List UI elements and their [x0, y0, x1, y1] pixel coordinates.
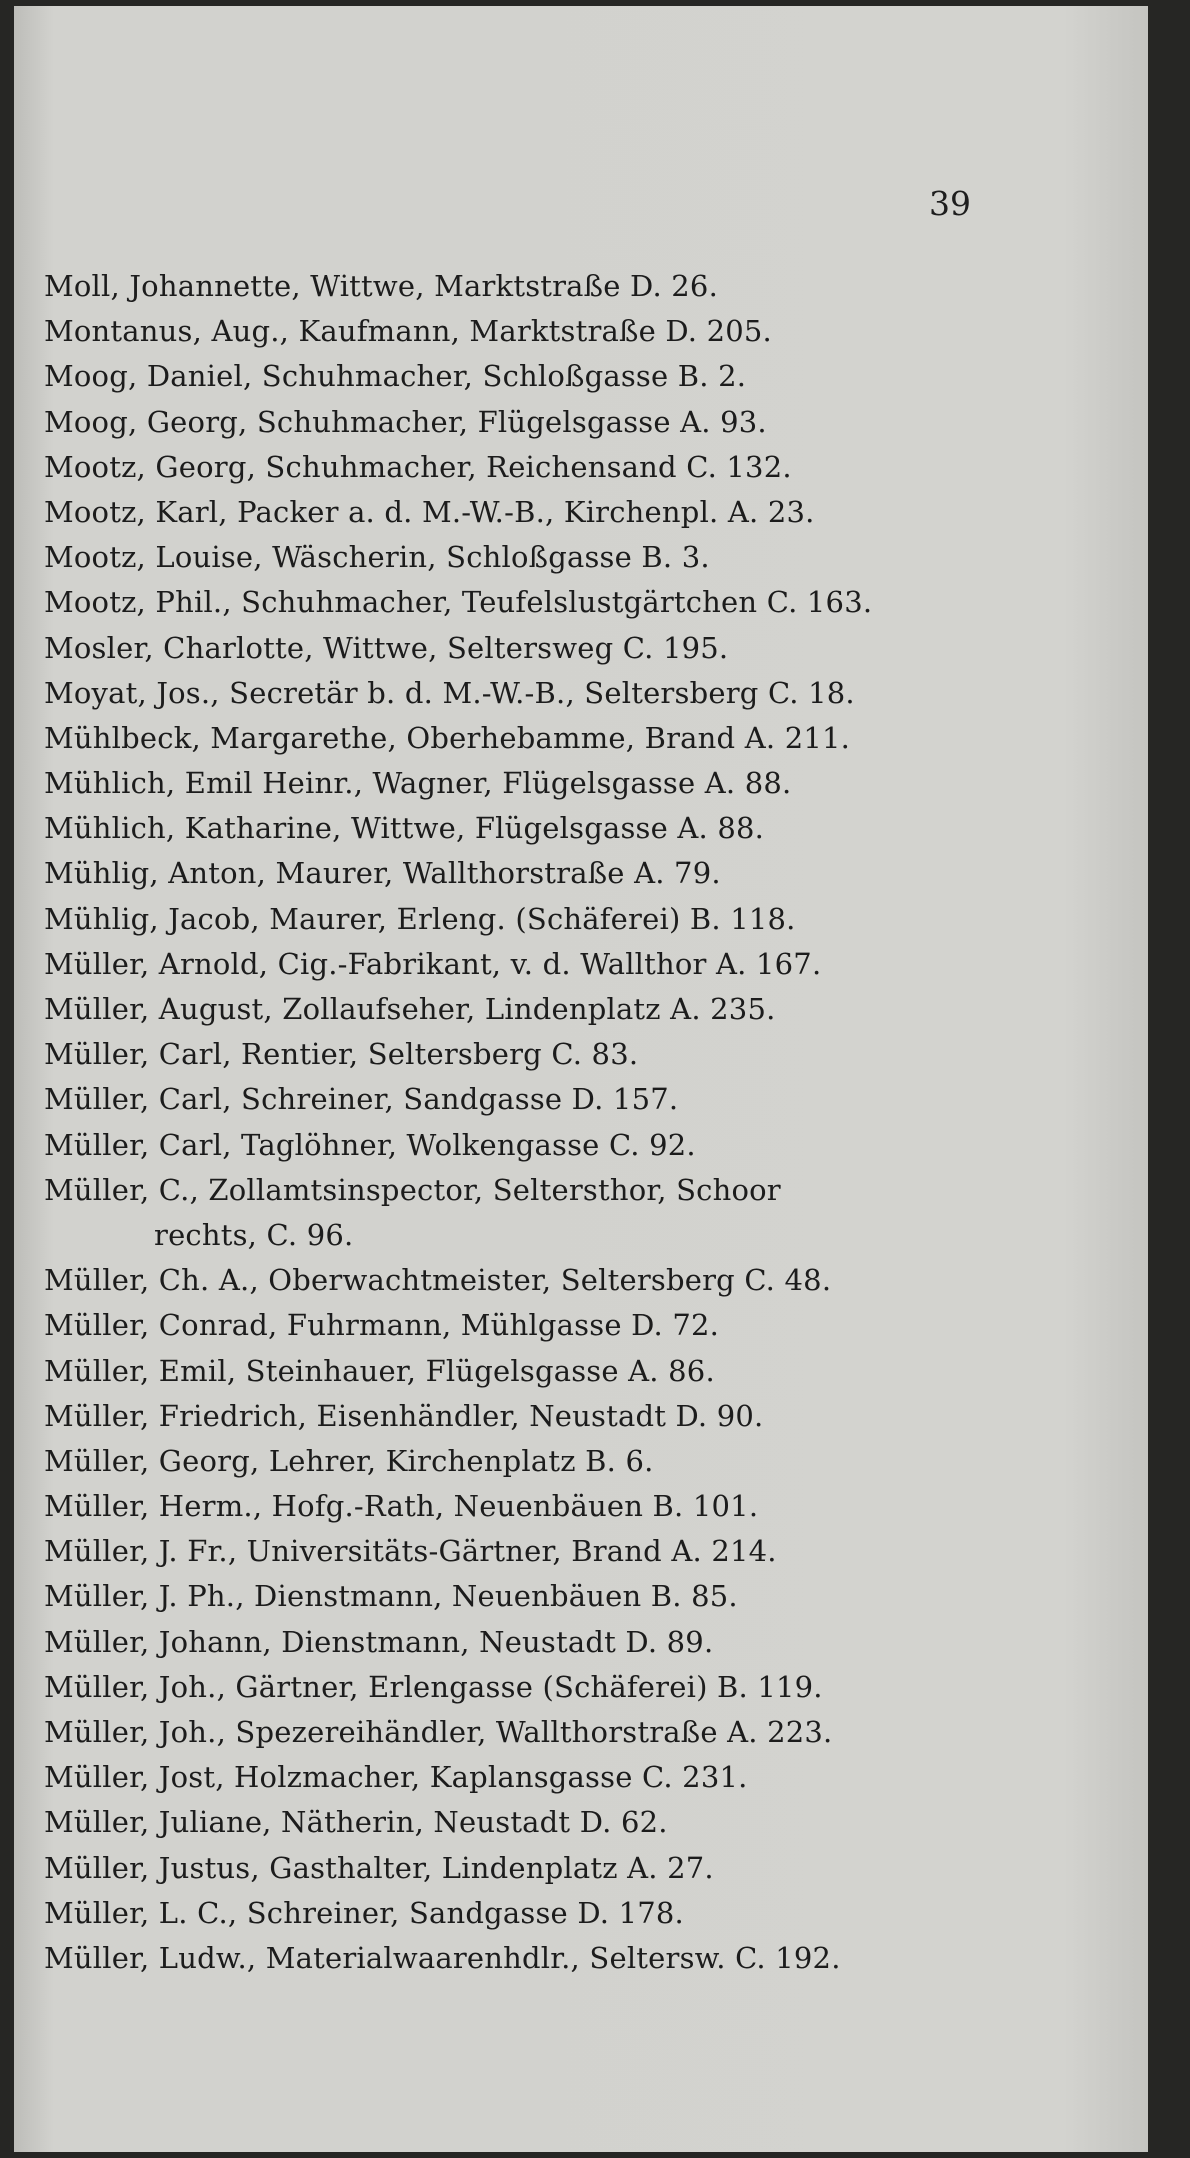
directory-entry: Müller, Juliane, Nätherin, Neustadt D. 62. [44, 1805, 668, 1840]
directory-entry: Müller, Ludw., Materialwaarenhdlr., Seltersw. C. 192. [44, 1940, 841, 1975]
directory-entry-continuation: rechts, C. 96. [154, 1217, 354, 1252]
directory-entry: Mosler, Charlotte, Wittwe, Seltersweg C. 195. [44, 630, 729, 665]
directory-entry: Mühlig, Jacob, Maurer, Erleng. (Schäferei) B. 118. [44, 901, 796, 936]
directory-entry: Mootz, Georg, Schuhmacher, Reichensand C. 132. [44, 449, 792, 484]
directory-entry: Müller, Georg, Lehrer, Kirchenplatz B. 6. [44, 1443, 654, 1478]
directory-entry: Müller, Carl, Rentier, Seltersberg C. 83. [44, 1037, 639, 1072]
directory-entry: Müller, Carl, Schreiner, Sandgasse D. 157. [44, 1082, 679, 1117]
directory-entry: Müller, August, Zollaufseher, Lindenplatz A. 235. [44, 992, 776, 1026]
directory-entry: Moog, Daniel, Schuhmacher, Schloßgasse B. 2. [44, 359, 747, 394]
directory-entry: Müller, Emil, Steinhauer, Flügelsgasse A. 86. [44, 1353, 715, 1388]
directory-entry: Mootz, Louise, Wäscherin, Schloßgasse B. 3. [44, 540, 710, 575]
directory-entry: Müller, Johann, Dienstmann, Neustadt D. 89. [44, 1624, 714, 1659]
directory-entry: Müller, C., Zollamtsinspector, Seltersthor, Schoor [44, 1172, 781, 1207]
directory-entry: Müller, Arnold, Cig.-Fabrikant, v. d. Wallthor A. 167. [44, 946, 822, 981]
directory-entry: Montanus, Aug., Kaufmann, Marktstraße D. 205. [44, 314, 772, 349]
directory-entry: Müller, Ch. A., Oberwachtmeister, Seltersberg C. 48. [44, 1263, 832, 1298]
directory-entry: Müller, Herm., Hofg.-Rath, Neuenbäuen B. 101. [44, 1489, 759, 1524]
document-page [14, 6, 1148, 2152]
directory-entry: Moll, Johannette, Wittwe, Marktstraße D. 26. [44, 269, 719, 303]
directory-entry: Müller, Justus, Gasthalter, Lindenplatz A. 27. [44, 1850, 714, 1885]
directory-entry: Mootz, Phil., Schuhmacher, Teufelslustgärtchen C. 163. [44, 585, 873, 620]
directory-entry: Müller, Conrad, Fuhrmann, Mühlgasse D. 72. [44, 1308, 720, 1343]
directory-entry: Mühlich, Katharine, Wittwe, Flügelsgasse A. 88. [44, 811, 765, 846]
directory-entry: Müller, J. Fr., Universitäts-Gärtner, Brand A. 214. [44, 1534, 777, 1569]
directory-entry: Mühlig, Anton, Maurer, Wallthorstraße A. 79. [44, 856, 721, 891]
directory-entry: Mootz, Karl, Packer a. d. M.-W.-B., Kirchenpl. A. 23. [44, 494, 815, 529]
directory-entry: Müller, Joh., Spezereihändler, Wallthorstraße A. 223. [44, 1715, 833, 1749]
directory-entry: Müller, Friedrich, Eisenhändler, Neustadt D. 90. [44, 1398, 764, 1433]
directory-entry: Müller, L. C., Schreiner, Sandgasse D. 178. [44, 1895, 684, 1930]
directory-entry: Mühlbeck, Margarethe, Oberhebamme, Brand A. 211. [44, 720, 851, 755]
directory-entry: Müller, J. Ph., Dienstmann, Neuenbäuen B. 85. [44, 1579, 738, 1614]
directory-entry: Moog, Georg, Schuhmacher, Flügelsgasse A. 93. [44, 404, 767, 439]
directory-entry: Müller, Joh., Gärtner, Erlengasse (Schäferei) B. 119. [44, 1669, 823, 1704]
directory-entries [44, 264, 1054, 1981]
directory-entry: Mühlich, Emil Heinr., Wagner, Flügelsgasse A. 88. [44, 766, 792, 801]
page-number: 39 [929, 184, 971, 223]
directory-entry: Müller, Jost, Holzmacher, Kaplansgasse C. 231. [44, 1760, 748, 1795]
directory-entry: Müller, Carl, Taglöhner, Wolkengasse C. 92. [44, 1127, 696, 1162]
directory-entry: Moyat, Jos., Secretär b. d. M.-W.-B., Seltersberg C. 18. [44, 675, 855, 710]
